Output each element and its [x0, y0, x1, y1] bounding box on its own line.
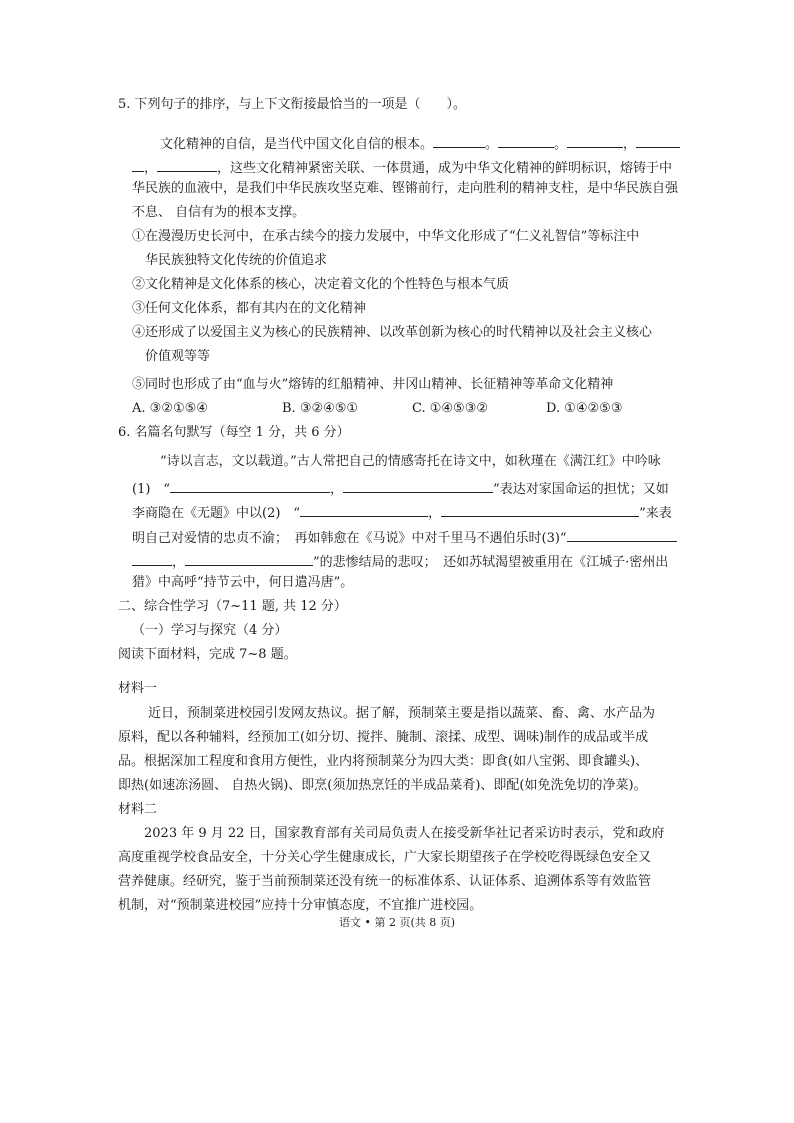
- q5-intro-text: 文化精神的自信，是当代中国文化自信的根本。: [160, 137, 434, 152]
- q5-intro-line3: 华民族的血液中，是我们中华民族攻坚克难、铿锵前行，走向胜利的精神支柱，是中华民族自强: [132, 181, 679, 196]
- q5-option-4: ④还形成了以爱国主义为核心的民族精神、以改革创新为核心的时代精神以及社会主义核心: [132, 325, 653, 340]
- punct: ，: [428, 506, 442, 521]
- q6-blank1-prefix: (1) “: [132, 482, 171, 497]
- fill-blank-1b[interactable]: [343, 479, 493, 493]
- fill-blank-3b[interactable]: [185, 552, 313, 566]
- q6-line4: [132, 528, 677, 545]
- q5-stem: 5. 下列句子的排序，与上下文衔接最恰当的一项是（ ）。: [118, 97, 467, 112]
- q5-line2-text: ，这些文化精神紧密关联、一体贯通，成为中华文化精神的鲜明标识，熔铸于中: [217, 161, 673, 176]
- material-1-line2: 原料，配以各种辅料，经预加工(如分切、搅拌、腌制、滚揉、成型、调味)制作的成品或半成: [118, 730, 649, 745]
- blank[interactable]: [636, 134, 680, 148]
- material-2-line3: 营养健康。经研究，鉴于当前预制菜还没有统一的标准体系、认证体系、追溯体系等有效监管: [118, 874, 652, 889]
- material-1-line4: 即热(如速冻汤圆、 自热火锅)、即烹(须加热烹饪的半成品菜肴)、即配(如免洗免切的净菜)。: [118, 778, 647, 793]
- q6-line2: [132, 479, 669, 496]
- punct: ，: [330, 482, 344, 497]
- q6-line6: 猎》中高呼“持节云中，何日遣冯唐”。: [132, 575, 354, 590]
- blank[interactable]: [567, 134, 623, 148]
- material-2-line2: 高度重视学校食品安全，十分关心学生健康成长，广大家长期望孩子在学校吃得既绿色安全又: [118, 850, 652, 865]
- blank[interactable]: [498, 134, 554, 148]
- section-2-instruction: 阅读下面材料，完成 7~8 题。: [118, 647, 297, 662]
- q5-option-4-cont: 价值观等等: [145, 349, 211, 364]
- fill-blank-3a-cont[interactable]: [132, 552, 172, 566]
- q5-option-5: ⑤同时也形成了由“血与火”熔铸的红船精神、井冈山精神、长征精神等革命文化精神: [132, 377, 614, 392]
- q5-option-3: ③任何文化体系，都有其内在的文化精神: [132, 301, 367, 316]
- q5-option-1: ①在漫漫历史长河中，在承古续今的接力发展中，中华文化形成了“仁义礼智信”等标注中: [132, 229, 640, 244]
- punct: ，: [623, 137, 637, 152]
- q6-stem: 6. 名篇名句默写（每空 1 分，共 6 分）: [118, 425, 350, 440]
- blank[interactable]: [157, 158, 217, 172]
- page-footer: 语文 • 第 2 页(共 8 页): [338, 916, 456, 929]
- fill-blank-3a[interactable]: [567, 528, 677, 542]
- q6-line1: “诗以言志，文以载道。”古人常把自己的情感寄托在诗文中，如秋瑾在《满江红》中吟咏: [160, 454, 661, 469]
- q6-blank2-prefix: 李商隐在《无题》中以(2) “: [132, 506, 301, 521]
- fill-blank-2b[interactable]: [441, 503, 639, 517]
- blank[interactable]: [433, 134, 485, 148]
- q6-line4-text: 明自己对爱情的忠贞不渝； 再如韩愈在《马说》中对千里马不遇伯乐时(3)“: [132, 531, 567, 546]
- section-2-title: 二、综合性学习（7~11 题, 共 12 分）: [118, 599, 347, 614]
- material-1-line1: 近日，预制菜进校园引发网友热议。据了解，预制菜主要是指以蔬菜、畜、禽、水产品为: [148, 706, 656, 721]
- q5-intro-line2: [132, 158, 672, 175]
- punct: ，: [172, 555, 186, 570]
- punct: 。: [485, 137, 499, 152]
- q6-line3-text: ”来表: [639, 506, 672, 521]
- q5-option-2: ②文化精神是文化体系的核心，决定着文化的个性特色与根本气质: [132, 277, 510, 292]
- q6-line3: [132, 503, 672, 520]
- material-1-label: 材料一: [118, 681, 158, 696]
- q5-intro-line1: [160, 134, 680, 151]
- punct: ，: [144, 161, 158, 176]
- section-2-subtitle: （一）学习与探究（4 分）: [132, 623, 288, 638]
- q6-line2-text: ”表达对家国命运的担忧；又如: [493, 482, 669, 497]
- material-2-line1: 2023 年 9 月 22 日，国家教育部有关司局负责人在接受新华社记者采访时表示，党和政府: [144, 826, 665, 841]
- q6-line5-text: ”的悲惨结局的悲叹； 还如苏轼渴望被重用在《江城子·密州出: [313, 555, 669, 570]
- q5-option-1-cont: 华民族独特文化传统的价值追求: [145, 253, 328, 268]
- q5-intro-line4: 不息、 自信有为的根本支撑。: [132, 205, 306, 220]
- choice-d[interactable]: D. ①④②⑤③: [546, 401, 623, 416]
- choice-c[interactable]: C. ①④⑤③②: [412, 401, 489, 416]
- material-2-label: 材料二: [118, 802, 158, 817]
- material-1-line3: 品。根据深加工程度和食用方便性，业内将预制菜分为四大类：即食(如八宝粥、即食罐头)、: [118, 754, 649, 769]
- fill-blank-2a[interactable]: [300, 503, 428, 517]
- q6-line5: [132, 552, 668, 569]
- choice-b[interactable]: B. ③②④⑤①: [282, 401, 359, 416]
- punct: 。: [554, 137, 568, 152]
- choice-a[interactable]: A. ③②①⑤④: [132, 401, 208, 416]
- material-2-line4: 机制，对“预制菜进校园”应持十分审慎态度，不宜推广进校园。: [118, 898, 483, 913]
- blank[interactable]: [132, 158, 144, 172]
- fill-blank-1a[interactable]: [170, 479, 330, 493]
